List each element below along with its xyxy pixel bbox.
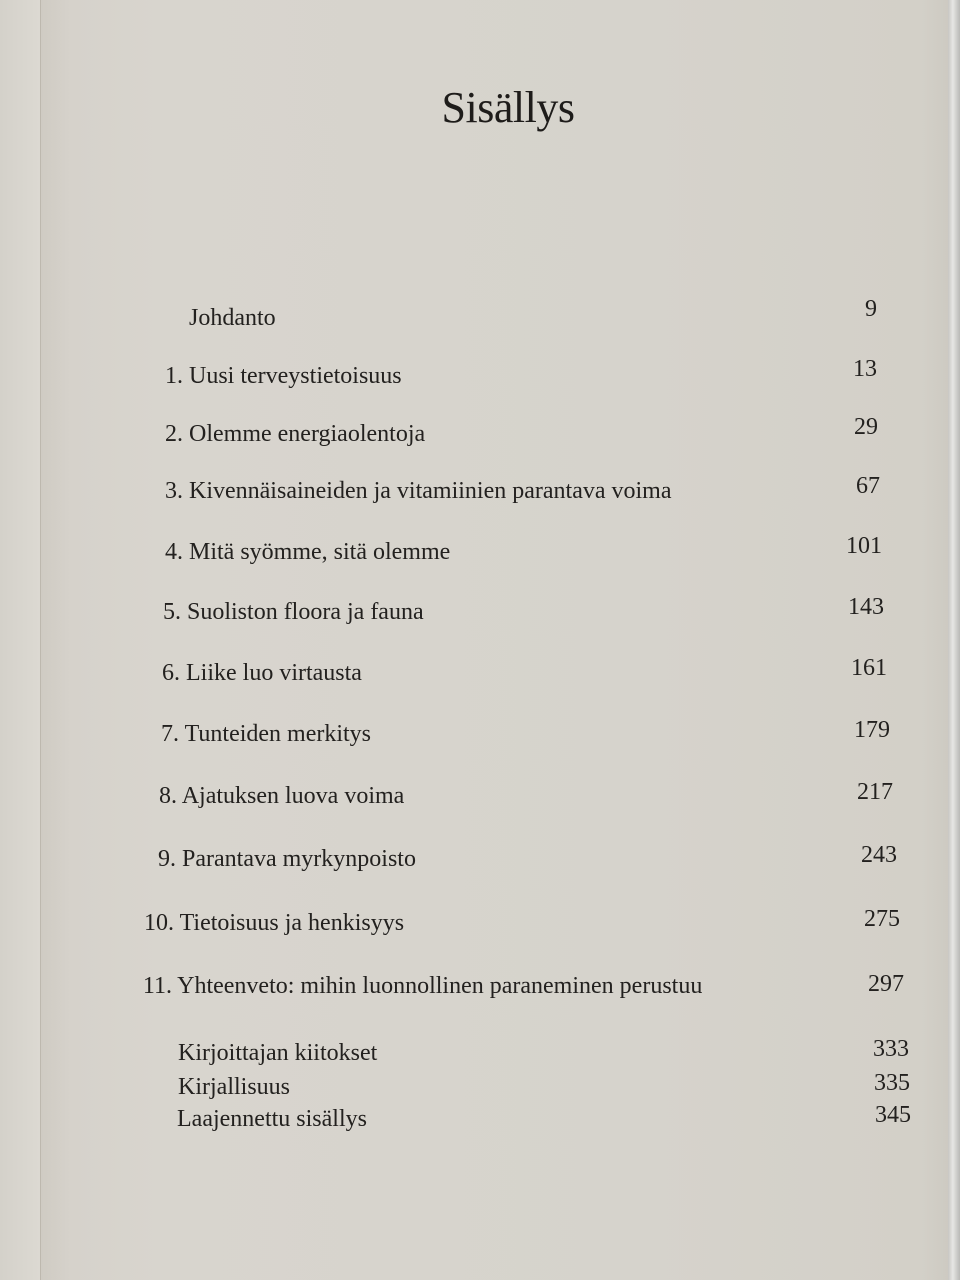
toc-page-number: 67 (856, 473, 880, 499)
toc-page-number: 101 (846, 533, 882, 559)
chapter-number: 6. (162, 660, 180, 686)
toc-page-number: 333 (873, 1036, 909, 1062)
toc-page-number: 345 (875, 1102, 911, 1128)
chapter-number: 8. (159, 783, 177, 809)
toc-entry-chapter-1 (157, 363, 402, 390)
toc-entry-chapter-9 (148, 846, 416, 873)
toc-page-number: 179 (854, 717, 890, 743)
toc-entry-chapter-8 (149, 783, 404, 810)
toc-entry-label: Parantava myrkynpoisto (182, 846, 416, 872)
chapter-number: 5. (163, 599, 181, 625)
book-page (40, 0, 949, 1280)
toc-entry-chapter-11 (132, 973, 702, 1000)
toc-page-number: 335 (874, 1070, 910, 1096)
toc-entry-chapter-10 (134, 910, 404, 937)
toc-entry-label: Olemme energiaolentoja (189, 421, 426, 447)
toc-entry-label: Johdanto (189, 305, 276, 331)
toc-entry-label: Kivennäisaineiden ja vitamiinien parantava voima (189, 478, 672, 504)
toc-entry-extended-contents (177, 1106, 367, 1133)
chapter-number: 11. (142, 973, 172, 999)
toc-page-number: 29 (854, 414, 878, 440)
page-title: Sisällys (441, 83, 575, 132)
toc-page-number: 297 (868, 971, 904, 997)
toc-entry-label: Yhteenveto: mihin luonnollinen paraneminen perustuu (177, 973, 703, 999)
chapter-number: 1. (165, 363, 183, 389)
toc-entry-bibliography (178, 1074, 290, 1101)
chapter-number: 7. (161, 721, 179, 747)
toc-page-number: 243 (861, 842, 897, 868)
toc-entry-chapter-2 (155, 421, 425, 448)
toc-page-number: 217 (857, 779, 893, 805)
toc-entry-label: Suoliston floora ja fauna (187, 599, 424, 625)
toc-entry-label: Liike luo virtausta (186, 660, 362, 686)
toc-entry-chapter-3 (155, 478, 672, 505)
right-page-edge (948, 0, 960, 1280)
toc-entry-label: Tietoisuus ja henkisyys (179, 910, 405, 936)
toc-entry-chapter-4 (155, 539, 450, 566)
chapter-number: 10. (144, 910, 174, 936)
toc-entry-label: Kirjoittajan kiitokset (178, 1040, 378, 1066)
toc-page-number: 275 (864, 906, 900, 932)
chapter-number: 9. (158, 846, 176, 872)
toc-entry-chapter-5 (153, 599, 424, 626)
toc-entry-acknowledgements (178, 1040, 377, 1067)
toc-entry-label: Kirjallisuus (178, 1074, 290, 1100)
toc-entry-chapter-6 (152, 660, 362, 687)
toc-page-number: 13 (853, 356, 877, 382)
chapter-number: 2. (165, 421, 183, 447)
toc-entry-chapter-7 (151, 721, 371, 748)
toc-entry-label: Laajennettu sisällys (177, 1106, 367, 1132)
toc-page-number: 143 (848, 594, 884, 620)
toc-entry-label: Mitä syömme, sitä olemme (189, 539, 451, 565)
toc-entry-label: Uusi terveystietoisuus (189, 363, 402, 389)
chapter-number: 3. (165, 478, 183, 504)
toc-page-number: 9 (865, 296, 877, 322)
toc-page-number: 161 (851, 655, 887, 681)
toc-entry-intro (189, 305, 276, 332)
toc-entry-label: Tunteiden merkitys (184, 721, 372, 747)
left-page-edge (0, 0, 40, 1280)
toc-entry-label: Ajatuksen luova voima (181, 783, 405, 809)
chapter-number: 4. (165, 539, 183, 565)
